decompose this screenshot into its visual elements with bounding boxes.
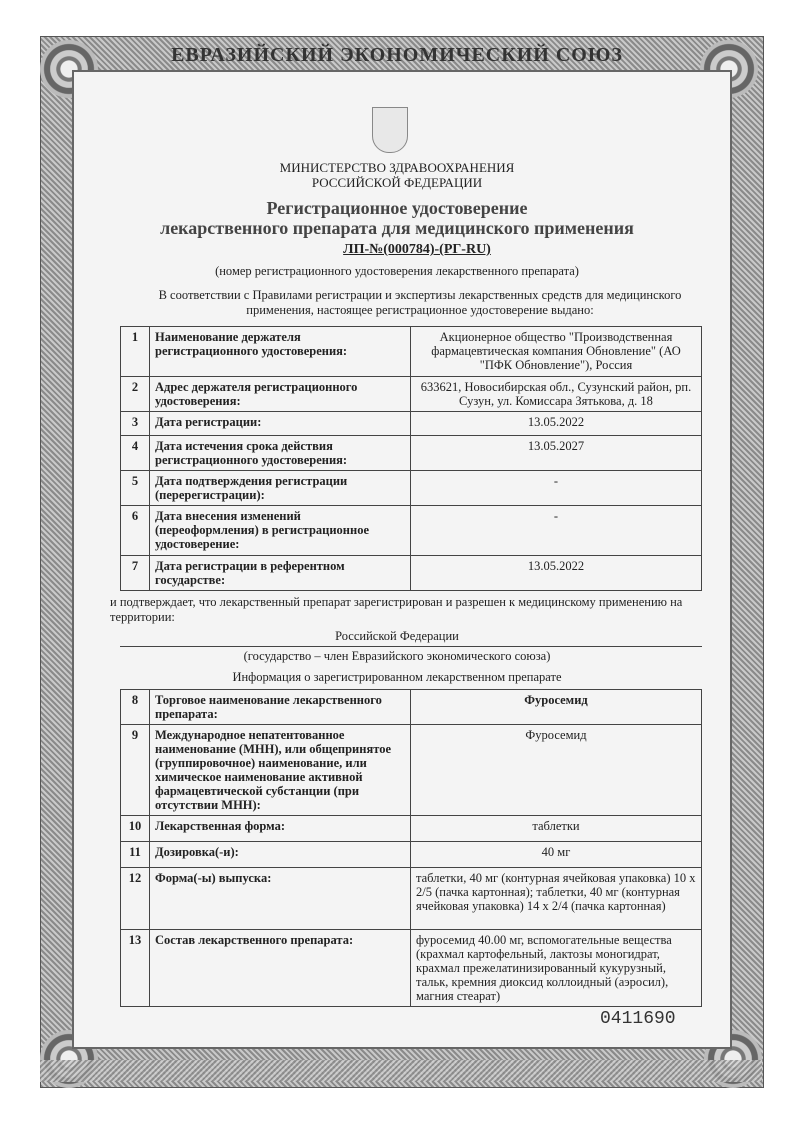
row-label: Лекарственная форма:	[150, 816, 411, 842]
row-value: 40 мг	[411, 842, 702, 868]
coat-of-arms-icon	[372, 107, 408, 153]
row-label: Торговое наименование лекарственного препарата:	[150, 690, 411, 725]
title-line1: Регистрационное удостоверение	[266, 198, 528, 218]
ministry-name	[0, 160, 794, 190]
table-row	[121, 725, 702, 816]
row-number: 13	[121, 930, 150, 1007]
row-value: 13.05.2022	[411, 412, 702, 436]
table-row	[121, 930, 702, 1007]
row-label: Наименование держателя регистрационного удостоверения:	[150, 327, 411, 377]
row-label: Международное непатентованное наименование (МНН), или общепринятое (группировочное) наименование, или химическое наименование активной фармацевтической субстанции (при отсутствии МНН):	[150, 725, 411, 816]
table-row	[121, 412, 702, 436]
row-number: 7	[121, 556, 150, 591]
row-value: 13.05.2027	[411, 436, 702, 471]
table-row	[121, 690, 702, 725]
row-number: 10	[121, 816, 150, 842]
row-value: Фуросемид	[411, 690, 702, 725]
ministry-line2: РОССИЙСКОЙ ФЕДЕРАЦИИ	[311, 175, 483, 190]
document-title	[0, 198, 794, 238]
row-label: Состав лекарственного препарата:	[150, 930, 411, 1007]
table-row	[121, 436, 702, 471]
row-label: Дата подтверждения регистрации (перерегистрации):	[150, 471, 411, 506]
row-value: -	[411, 506, 702, 556]
intro-text: В соответствии с Правилами регистрации и экспертизы лекарственных средств для медицинского применения, настоящее регистрационное удостоверение выдано:	[158, 288, 682, 317]
row-label: Дата истечения срока действия регистрационного удостоверения:	[150, 436, 411, 471]
row-value: таблетки	[411, 816, 702, 842]
table-row	[121, 377, 702, 412]
divider	[120, 646, 702, 647]
row-value: таблетки, 40 мг (контурная ячейковая упаковка) 10 x 2/5 (пачка картонная); таблетки, 40 мг (контурная ячейковая упаковка) 14 x 2/4 (пачка картонная)	[411, 868, 702, 930]
holder-table	[120, 326, 702, 591]
row-label: Дата регистрации в референтном государстве:	[150, 556, 411, 591]
row-number: 11	[121, 842, 150, 868]
row-label: Дата внесения изменений (переоформления) в регистрационное удостоверение:	[150, 506, 411, 556]
row-label: Дозировка(-и):	[150, 842, 411, 868]
table-row	[121, 556, 702, 591]
territory: Российской Федерации	[335, 629, 459, 643]
drug-table	[120, 689, 702, 1007]
info-heading: Информация о зарегистрированном лекарственном препарате	[232, 670, 562, 684]
row-number: 1	[121, 327, 150, 377]
row-label: Форма(-ы) выпуска:	[150, 868, 411, 930]
row-value: 633621, Новосибирская обл., Сузунский район, рп. Сузун, ул. Комиссара Зятькова, д. 18	[411, 377, 702, 412]
row-value: 13.05.2022	[411, 556, 702, 591]
title-line2: лекарственного препарата для медицинского применения	[160, 218, 634, 238]
row-value: Фуросемид	[411, 725, 702, 816]
row-number: 4	[121, 436, 150, 471]
registration-number: ЛП-№(000784)-(РГ-RU)	[343, 242, 491, 257]
table-row	[121, 506, 702, 556]
row-number: 8	[121, 690, 150, 725]
row-number: 12	[121, 868, 150, 930]
table-row	[121, 842, 702, 868]
row-value: фуросемид 40.00 мг, вспомогательные вещества (крахмал картофельный, лактозы моногидрат, крахмал прежелатинизированный кукурузный, тальк, кремния диоксид коллоидный (аэросил), магния стеарат)	[411, 930, 702, 1007]
row-value: -	[411, 471, 702, 506]
territory-caption: (государство – член Евразийского экономического союза)	[243, 649, 551, 663]
table-row	[121, 327, 702, 377]
union-title: ЕВРАЗИЙСКИЙ ЭКОНОМИЧЕСКИЙ СОЮЗ	[171, 44, 623, 66]
reg-number-caption: (номер регистрационного удостоверения лекарственного препарата)	[215, 264, 579, 278]
row-number: 9	[121, 725, 150, 816]
row-number: 2	[121, 377, 150, 412]
row-label: Адрес держателя регистрационного удостоверения:	[150, 377, 411, 412]
confirm-text: и подтверждает, что лекарственный препарат зарегистрирован и разрешен к медицинскому применению на территории:	[110, 595, 683, 624]
bottom-ornament	[40, 1060, 762, 1082]
row-number: 6	[121, 506, 150, 556]
row-value: Акционерное общество "Производственная фармацевтическая компания Обновление" (АО "ПФК Обновление"), Россия	[411, 327, 702, 377]
table-row	[121, 471, 702, 506]
row-number: 5	[121, 471, 150, 506]
row-label: Дата регистрации:	[150, 412, 411, 436]
ministry-line1: МИНИСТЕРСТВО ЗДРАВООХРАНЕНИЯ	[279, 160, 515, 175]
table-row	[121, 868, 702, 930]
row-number: 3	[121, 412, 150, 436]
serial-number: 0411690	[600, 1009, 676, 1029]
table-row	[121, 816, 702, 842]
